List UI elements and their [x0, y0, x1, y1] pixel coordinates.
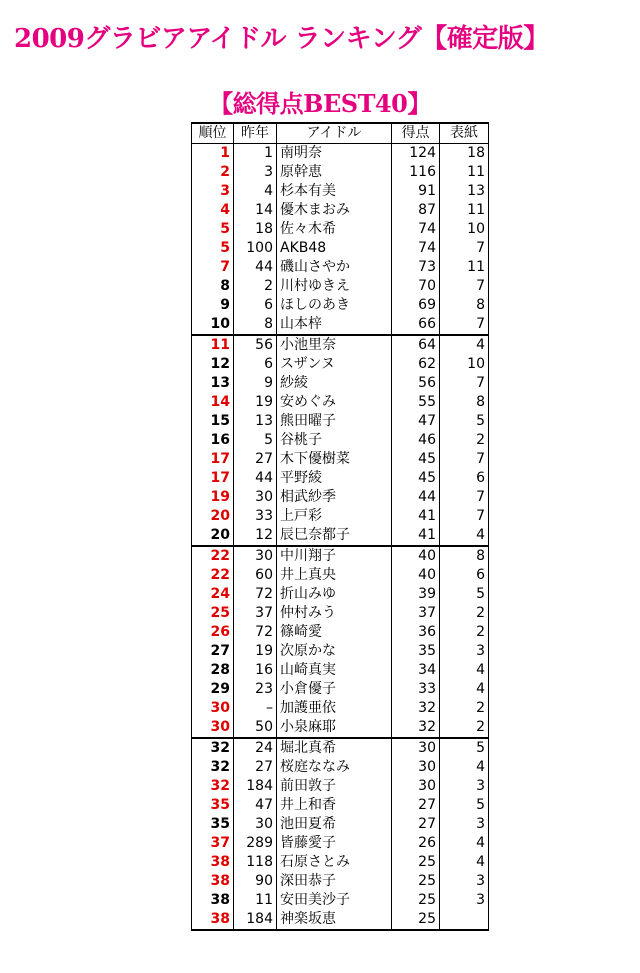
idol-name-cell: 神楽坂恵 — [277, 910, 392, 930]
cover-count-cell: 4 — [440, 853, 489, 872]
cover-count-cell: 8 — [440, 296, 489, 315]
idol-name-cell: スザンヌ — [277, 355, 392, 374]
score-cell: 37 — [392, 604, 440, 623]
rank-cell: 2 — [192, 163, 234, 182]
cover-count-cell: 7 — [440, 239, 489, 258]
table-row — [192, 623, 489, 642]
previous-year-cell: 18 — [234, 220, 277, 239]
rank-cell: 20 — [192, 507, 234, 526]
idol-name-cell: 山崎真実 — [277, 661, 392, 680]
header-idol: アイドル — [277, 123, 392, 144]
score-cell: 74 — [392, 239, 440, 258]
cover-count-cell: 5 — [440, 412, 489, 431]
cover-count-cell: 3 — [440, 642, 489, 661]
previous-year-cell: 44 — [234, 258, 277, 277]
score-cell: 64 — [392, 335, 440, 355]
score-cell: 40 — [392, 546, 440, 566]
previous-year-cell: 56 — [234, 335, 277, 355]
previous-year-cell: 24 — [234, 738, 277, 758]
rank-cell: 8 — [192, 277, 234, 296]
idol-name-cell: 折山みゆ — [277, 585, 392, 604]
previous-year-cell: 289 — [234, 834, 277, 853]
score-cell: 40 — [392, 566, 440, 585]
idol-name-cell: 小池里奈 — [277, 335, 392, 355]
rank-cell: 25 — [192, 604, 234, 623]
cover-count-cell: 8 — [440, 393, 489, 412]
score-cell: 27 — [392, 815, 440, 834]
score-cell: 39 — [392, 585, 440, 604]
rank-cell: 38 — [192, 853, 234, 872]
table-row — [192, 239, 489, 258]
table-row — [192, 355, 489, 374]
table-row — [192, 872, 489, 891]
score-cell: 25 — [392, 853, 440, 872]
idol-name-cell: 皆藤愛子 — [277, 834, 392, 853]
previous-year-cell: 6 — [234, 355, 277, 374]
idol-name-cell: 木下優樹菜 — [277, 450, 392, 469]
table-row — [192, 374, 489, 393]
previous-year-cell: 30 — [234, 488, 277, 507]
rank-cell: 17 — [192, 469, 234, 488]
score-cell: 33 — [392, 680, 440, 699]
score-cell: 30 — [392, 758, 440, 777]
header-rank: 順位 — [192, 123, 234, 144]
previous-year-cell: 2 — [234, 277, 277, 296]
cover-count-cell: 13 — [440, 182, 489, 201]
idol-name-cell: 加護亜依 — [277, 699, 392, 718]
idol-name-cell: AKB48 — [277, 239, 392, 258]
score-cell: 62 — [392, 355, 440, 374]
cover-count-cell: 3 — [440, 891, 489, 910]
score-cell: 124 — [392, 144, 440, 164]
table-row — [192, 891, 489, 910]
table-row — [192, 699, 489, 718]
idol-name-cell: 辰巳奈都子 — [277, 526, 392, 546]
score-cell: 36 — [392, 623, 440, 642]
idol-name-cell: 小泉麻耶 — [277, 718, 392, 738]
cover-count-cell: 7 — [440, 277, 489, 296]
table-row — [192, 910, 489, 930]
cover-count-cell: 4 — [440, 758, 489, 777]
table-row — [192, 604, 489, 623]
idol-name-cell: 仲村みう — [277, 604, 392, 623]
previous-year-cell: 13 — [234, 412, 277, 431]
score-cell: 91 — [392, 182, 440, 201]
idol-name-cell: 谷桃子 — [277, 431, 392, 450]
table-row — [192, 642, 489, 661]
table-row — [192, 758, 489, 777]
table-row — [192, 488, 489, 507]
idol-name-cell: ほしのあき — [277, 296, 392, 315]
rank-cell: 35 — [192, 815, 234, 834]
rank-cell: 22 — [192, 566, 234, 585]
cover-count-cell — [440, 910, 489, 930]
score-cell: 45 — [392, 450, 440, 469]
table-row — [192, 718, 489, 738]
cover-count-cell: 7 — [440, 488, 489, 507]
idol-name-cell: 池田夏希 — [277, 815, 392, 834]
previous-year-cell: 19 — [234, 393, 277, 412]
rank-cell: 19 — [192, 488, 234, 507]
table-row — [192, 815, 489, 834]
previous-year-cell: 60 — [234, 566, 277, 585]
rank-cell: 32 — [192, 777, 234, 796]
cover-count-cell: 2 — [440, 604, 489, 623]
previous-year-cell: 30 — [234, 546, 277, 566]
table-row — [192, 431, 489, 450]
score-cell: 73 — [392, 258, 440, 277]
ranking-body — [192, 144, 489, 931]
idol-name-cell: 佐々木希 — [277, 220, 392, 239]
table-row — [192, 796, 489, 815]
idol-name-cell: 篠崎愛 — [277, 623, 392, 642]
table-row — [192, 834, 489, 853]
rank-cell: 5 — [192, 220, 234, 239]
previous-year-cell: 37 — [234, 604, 277, 623]
cover-count-cell: 2 — [440, 718, 489, 738]
table-row — [192, 163, 489, 182]
score-cell: 45 — [392, 469, 440, 488]
table-row — [192, 450, 489, 469]
idol-name-cell: 川村ゆきえ — [277, 277, 392, 296]
score-cell: 35 — [392, 642, 440, 661]
table-row — [192, 526, 489, 546]
previous-year-cell: 184 — [234, 910, 277, 930]
score-cell: 25 — [392, 872, 440, 891]
idol-name-cell: 杉本有美 — [277, 182, 392, 201]
rank-cell: 17 — [192, 450, 234, 469]
table-row — [192, 680, 489, 699]
cover-count-cell: 2 — [440, 699, 489, 718]
previous-year-cell: 3 — [234, 163, 277, 182]
score-cell: 32 — [392, 699, 440, 718]
score-cell: 26 — [392, 834, 440, 853]
idol-name-cell: 原幹恵 — [277, 163, 392, 182]
rank-cell: 16 — [192, 431, 234, 450]
table-row — [192, 412, 489, 431]
previous-year-cell: 23 — [234, 680, 277, 699]
score-cell: 56 — [392, 374, 440, 393]
cover-count-cell: 11 — [440, 163, 489, 182]
rank-cell: 30 — [192, 699, 234, 718]
score-cell: 30 — [392, 738, 440, 758]
rank-cell: 1 — [192, 144, 234, 164]
rank-cell: 29 — [192, 680, 234, 699]
rank-cell: 14 — [192, 393, 234, 412]
cover-count-cell: 4 — [440, 526, 489, 546]
table-row — [192, 469, 489, 488]
score-cell: 74 — [392, 220, 440, 239]
cover-count-cell: 10 — [440, 355, 489, 374]
score-cell: 30 — [392, 777, 440, 796]
score-cell: 25 — [392, 910, 440, 930]
previous-year-cell: 90 — [234, 872, 277, 891]
table-header-row — [192, 123, 489, 144]
cover-count-cell: 6 — [440, 566, 489, 585]
score-cell: 116 — [392, 163, 440, 182]
rank-cell: 28 — [192, 661, 234, 680]
previous-year-cell: 100 — [234, 239, 277, 258]
header-covers: 表紙 — [440, 123, 489, 144]
idol-name-cell: 山本梓 — [277, 315, 392, 335]
previous-year-cell: 9 — [234, 374, 277, 393]
cover-count-cell: 4 — [440, 335, 489, 355]
cover-count-cell: 3 — [440, 777, 489, 796]
idol-name-cell: 井上真央 — [277, 566, 392, 585]
table-row — [192, 258, 489, 277]
idol-name-cell: 安めぐみ — [277, 393, 392, 412]
previous-year-cell: 19 — [234, 642, 277, 661]
ranking-table — [191, 122, 489, 931]
cover-count-cell: 6 — [440, 469, 489, 488]
cover-count-cell: 11 — [440, 258, 489, 277]
idol-name-cell: 磯山さやか — [277, 258, 392, 277]
idol-name-cell: 紗綾 — [277, 374, 392, 393]
cover-count-cell: 2 — [440, 431, 489, 450]
previous-year-cell: 8 — [234, 315, 277, 335]
cover-count-cell: 5 — [440, 738, 489, 758]
rank-cell: 13 — [192, 374, 234, 393]
table-row — [192, 507, 489, 526]
table-row — [192, 144, 489, 164]
score-cell: 66 — [392, 315, 440, 335]
previous-year-cell: 47 — [234, 796, 277, 815]
rank-cell: 22 — [192, 546, 234, 566]
cover-count-cell: 3 — [440, 815, 489, 834]
table-row — [192, 315, 489, 335]
score-cell: 27 — [392, 796, 440, 815]
rank-cell: 38 — [192, 910, 234, 930]
table-row — [192, 566, 489, 585]
cover-count-cell: 7 — [440, 507, 489, 526]
score-cell: 25 — [392, 891, 440, 910]
rank-cell: 32 — [192, 738, 234, 758]
idol-name-cell: 石原さとみ — [277, 853, 392, 872]
table-row — [192, 393, 489, 412]
cover-count-cell: 3 — [440, 872, 489, 891]
previous-year-cell: 5 — [234, 431, 277, 450]
previous-year-cell: 118 — [234, 853, 277, 872]
previous-year-cell: 14 — [234, 201, 277, 220]
rank-cell: 20 — [192, 526, 234, 546]
idol-name-cell: 熊田曜子 — [277, 412, 392, 431]
rank-cell: 32 — [192, 758, 234, 777]
cover-count-cell: 2 — [440, 623, 489, 642]
score-cell: 55 — [392, 393, 440, 412]
idol-name-cell: 南明奈 — [277, 144, 392, 164]
table-row — [192, 546, 489, 566]
rank-cell: 4 — [192, 201, 234, 220]
previous-year-cell: 6 — [234, 296, 277, 315]
cover-count-cell: 5 — [440, 585, 489, 604]
previous-year-cell: 4 — [234, 182, 277, 201]
table-row — [192, 585, 489, 604]
table-row — [192, 335, 489, 355]
table-row — [192, 661, 489, 680]
idol-name-cell: 桜庭ななみ — [277, 758, 392, 777]
score-cell: 41 — [392, 526, 440, 546]
rank-cell: 10 — [192, 315, 234, 335]
cover-count-cell: 7 — [440, 315, 489, 335]
previous-year-cell: 50 — [234, 718, 277, 738]
previous-year-cell: 11 — [234, 891, 277, 910]
rank-cell: 38 — [192, 872, 234, 891]
table-row — [192, 201, 489, 220]
rank-cell: 5 — [192, 239, 234, 258]
idol-name-cell: 深田恭子 — [277, 872, 392, 891]
table-row — [192, 182, 489, 201]
idol-name-cell: 小倉優子 — [277, 680, 392, 699]
cover-count-cell: 4 — [440, 661, 489, 680]
previous-year-cell: 72 — [234, 585, 277, 604]
previous-year-cell: 44 — [234, 469, 277, 488]
previous-year-cell: 30 — [234, 815, 277, 834]
previous-year-cell: 33 — [234, 507, 277, 526]
idol-name-cell: 安田美沙子 — [277, 891, 392, 910]
cover-count-cell: 4 — [440, 834, 489, 853]
score-cell: 69 — [392, 296, 440, 315]
table-subtitle: 【総得点BEST40】 — [209, 89, 431, 118]
idol-name-cell: 平野綾 — [277, 469, 392, 488]
previous-year-cell: 72 — [234, 623, 277, 642]
previous-year-cell: 12 — [234, 526, 277, 546]
previous-year-cell: 1 — [234, 144, 277, 164]
rank-cell: 24 — [192, 585, 234, 604]
idol-name-cell: 堀北真希 — [277, 738, 392, 758]
score-cell: 46 — [392, 431, 440, 450]
page-title: 2009グラビアアイドル ランキング【確定版】 — [14, 24, 549, 54]
rank-cell: 27 — [192, 642, 234, 661]
previous-year-cell: 27 — [234, 450, 277, 469]
previous-year-cell: 27 — [234, 758, 277, 777]
table-row — [192, 277, 489, 296]
cover-count-cell: 7 — [440, 374, 489, 393]
cover-count-cell: 4 — [440, 680, 489, 699]
rank-cell: 7 — [192, 258, 234, 277]
score-cell: 41 — [392, 507, 440, 526]
table-row — [192, 296, 489, 315]
idol-name-cell: 次原かな — [277, 642, 392, 661]
score-cell: 32 — [392, 718, 440, 738]
cover-count-cell: 11 — [440, 201, 489, 220]
table-row — [192, 220, 489, 239]
cover-count-cell: 5 — [440, 796, 489, 815]
cover-count-cell: 7 — [440, 450, 489, 469]
cover-count-cell: 18 — [440, 144, 489, 164]
table-row — [192, 853, 489, 872]
header-previous-year: 昨年 — [234, 123, 277, 144]
previous-year-cell: 184 — [234, 777, 277, 796]
previous-year-cell: 16 — [234, 661, 277, 680]
rank-cell: 3 — [192, 182, 234, 201]
header-score: 得点 — [392, 123, 440, 144]
rank-cell: 37 — [192, 834, 234, 853]
idol-name-cell: 相武紗季 — [277, 488, 392, 507]
previous-year-cell: – — [234, 699, 277, 718]
idol-name-cell: 前田敦子 — [277, 777, 392, 796]
rank-cell: 38 — [192, 891, 234, 910]
score-cell: 47 — [392, 412, 440, 431]
rank-cell: 35 — [192, 796, 234, 815]
rank-cell: 12 — [192, 355, 234, 374]
table-row — [192, 738, 489, 758]
score-cell: 87 — [392, 201, 440, 220]
rank-cell: 9 — [192, 296, 234, 315]
cover-count-cell: 10 — [440, 220, 489, 239]
score-cell: 44 — [392, 488, 440, 507]
score-cell: 34 — [392, 661, 440, 680]
rank-cell: 26 — [192, 623, 234, 642]
rank-cell: 11 — [192, 335, 234, 355]
table-row — [192, 777, 489, 796]
idol-name-cell: 上戸彩 — [277, 507, 392, 526]
idol-name-cell: 井上和香 — [277, 796, 392, 815]
rank-cell: 30 — [192, 718, 234, 738]
rank-cell: 15 — [192, 412, 234, 431]
idol-name-cell: 中川翔子 — [277, 546, 392, 566]
cover-count-cell: 8 — [440, 546, 489, 566]
idol-name-cell: 優木まおみ — [277, 201, 392, 220]
score-cell: 70 — [392, 277, 440, 296]
